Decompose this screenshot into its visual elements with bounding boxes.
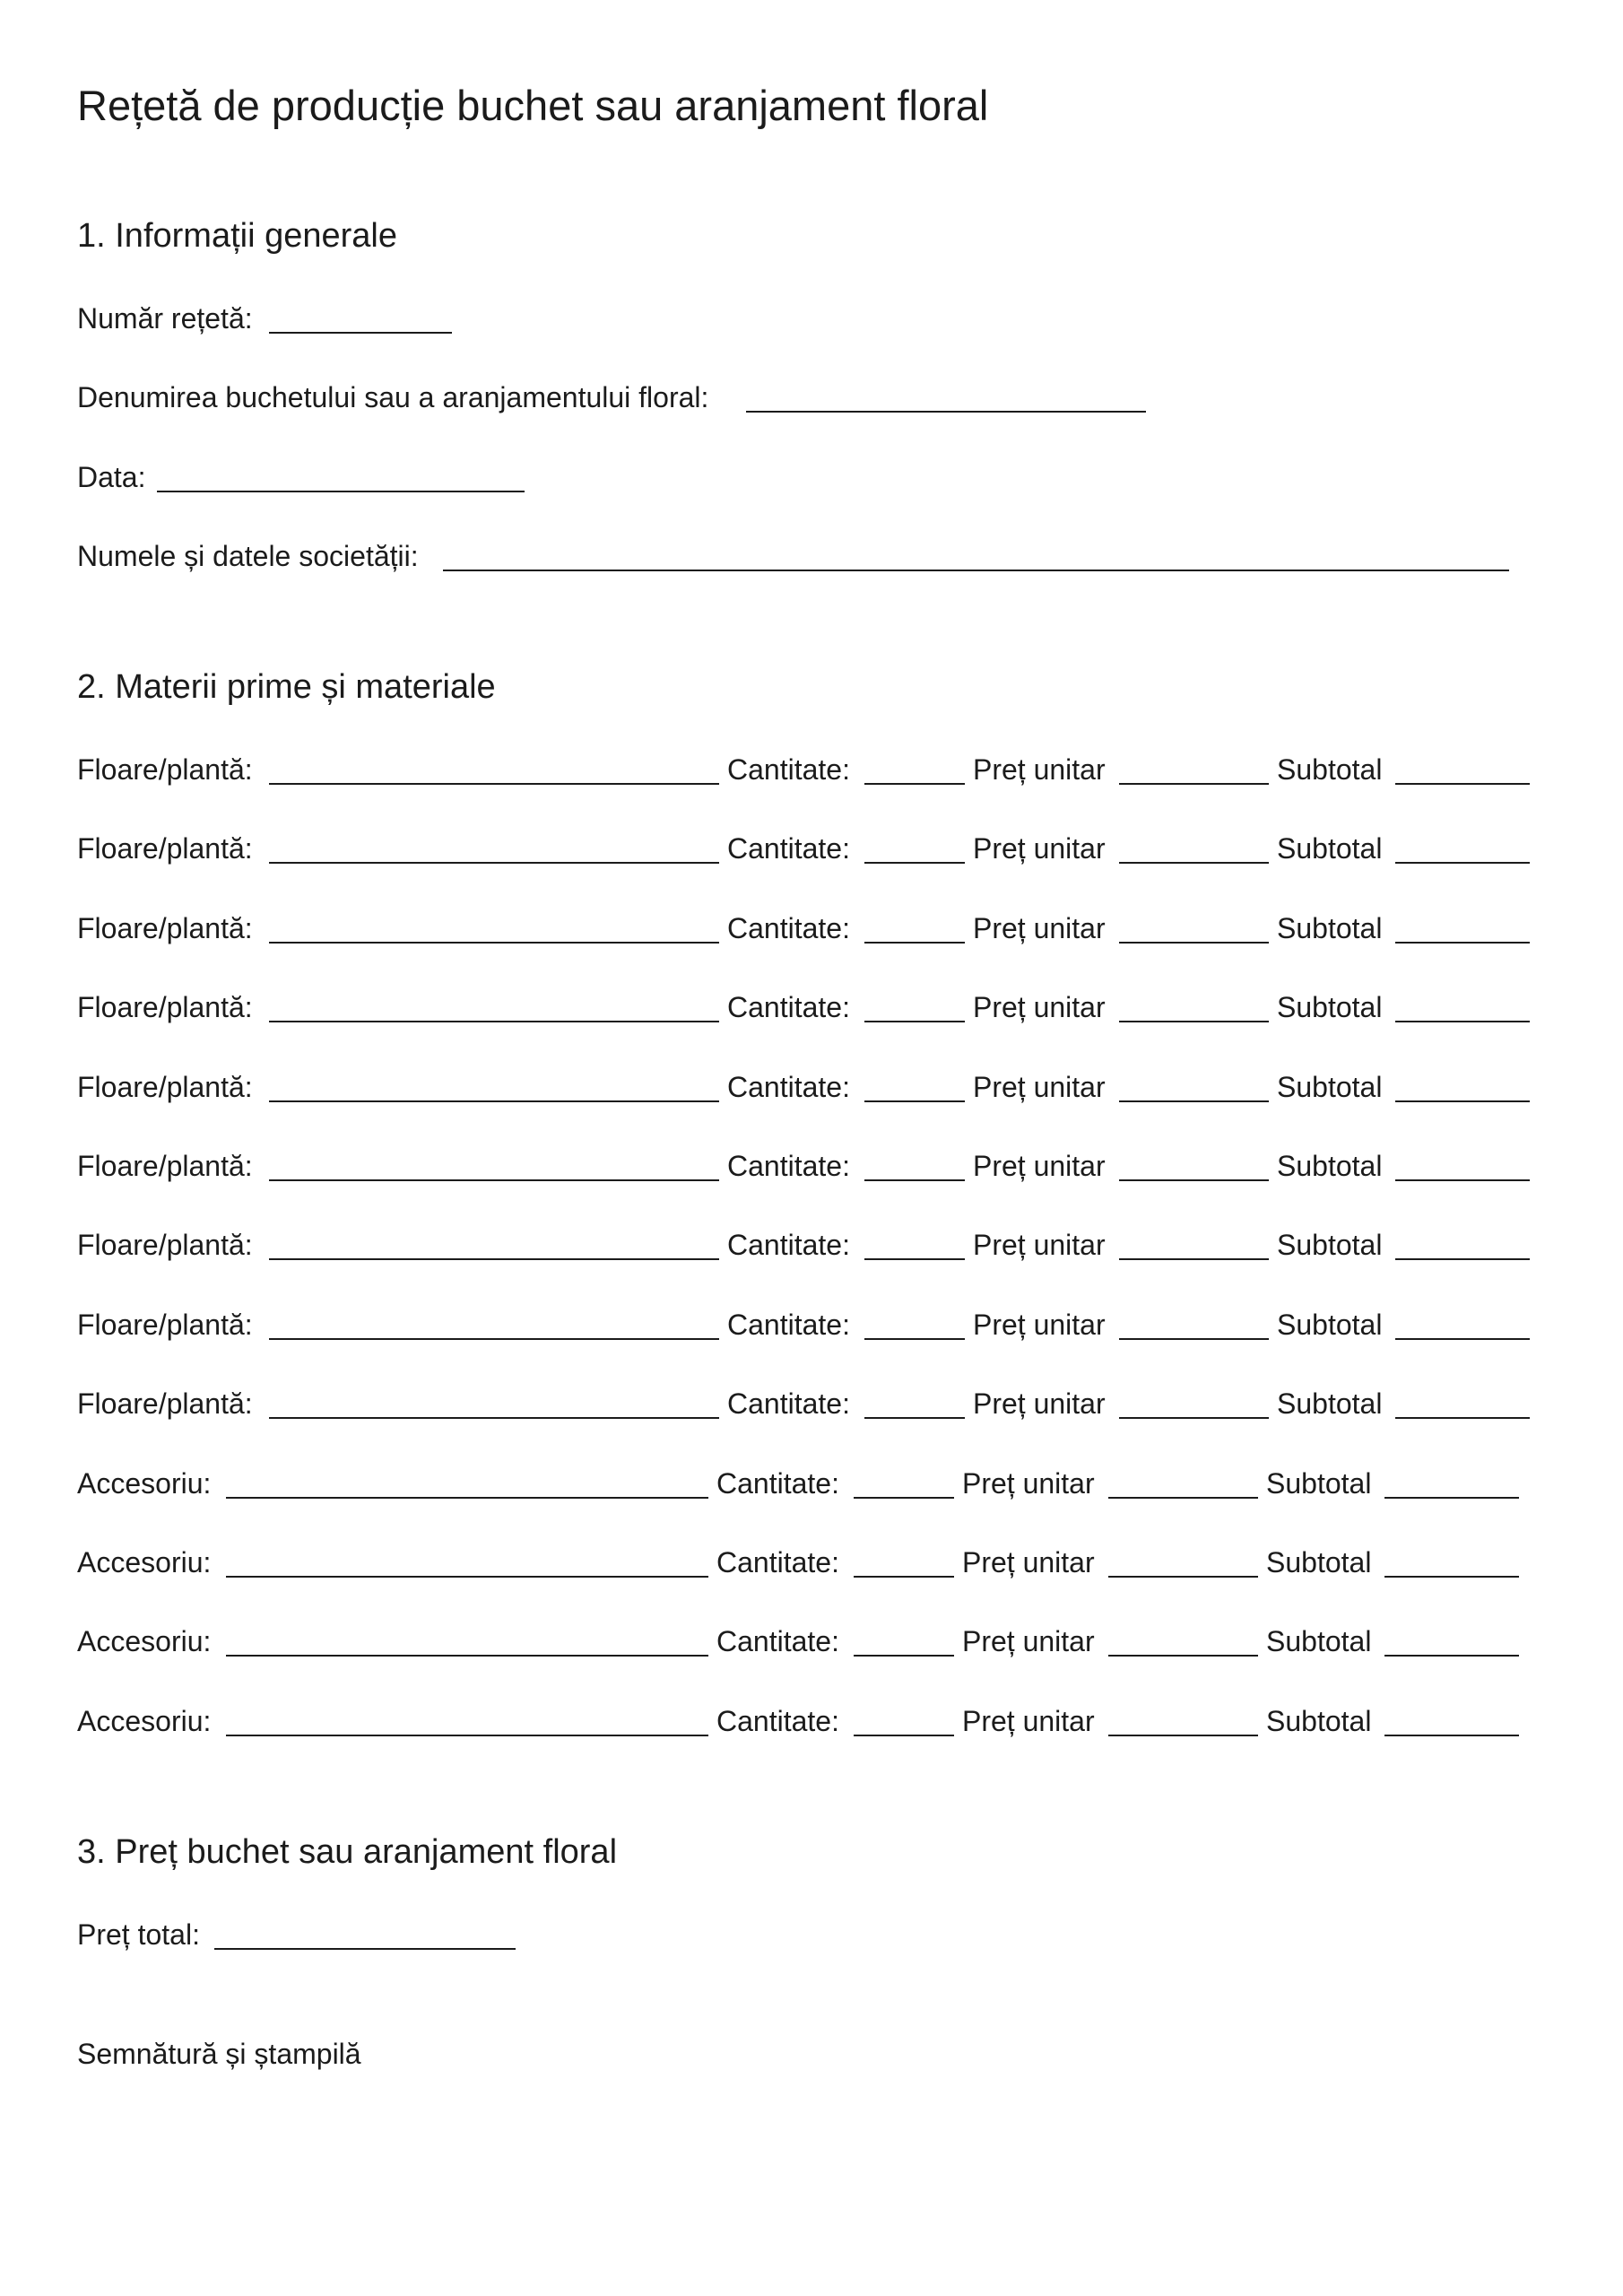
subtotal-label: Subtotal — [1277, 1387, 1383, 1420]
subtotal-label: Subtotal — [1266, 1705, 1372, 1737]
subtotal-input[interactable] — [1395, 1072, 1530, 1102]
quantity-input[interactable] — [864, 913, 965, 944]
subtotal-label: Subtotal — [1277, 1071, 1383, 1103]
flower-plant-label: Floare/plantă: — [77, 1071, 253, 1103]
flower-plant-input[interactable] — [269, 1388, 719, 1419]
flower-plant-input[interactable] — [269, 1151, 719, 1181]
quantity-label: Cantitate: — [727, 753, 850, 786]
subtotal-input[interactable] — [1395, 1230, 1530, 1260]
quantity-input[interactable] — [854, 1706, 954, 1736]
unit-price-input[interactable] — [1119, 1230, 1269, 1260]
quantity-input[interactable] — [864, 1151, 965, 1181]
quantity-label: Cantitate: — [727, 1071, 850, 1103]
subtotal-label: Subtotal — [1277, 1150, 1383, 1182]
quantity-label: Cantitate: — [716, 1467, 839, 1500]
accessory-input[interactable] — [226, 1468, 708, 1499]
quantity-label: Cantitate: — [727, 1309, 850, 1341]
unit-price-input[interactable] — [1119, 1388, 1269, 1419]
quantity-input[interactable] — [864, 1388, 965, 1419]
subtotal-input[interactable] — [1384, 1547, 1519, 1578]
recipe-number-input[interactable] — [269, 303, 452, 334]
unit-price-label: Preț unitar — [973, 1150, 1106, 1182]
flower-plant-input[interactable] — [269, 833, 719, 864]
flower-row — [0, 914, 1623, 950]
quantity-input[interactable] — [864, 1072, 965, 1102]
unit-price-label: Preț unitar — [973, 1229, 1106, 1261]
bouquet-name-label: Denumirea buchetului sau a aranjamentului floral: — [77, 381, 709, 413]
subtotal-input[interactable] — [1395, 992, 1530, 1022]
company-details-input[interactable] — [443, 541, 1509, 571]
unit-price-input[interactable] — [1108, 1547, 1258, 1578]
subtotal-label: Subtotal — [1277, 991, 1383, 1023]
unit-price-input[interactable] — [1119, 1309, 1269, 1340]
quantity-label: Cantitate: — [727, 1150, 850, 1182]
date-input[interactable] — [157, 462, 525, 492]
unit-price-label: Preț unitar — [962, 1705, 1095, 1737]
accessory-label: Accesoriu: — [77, 1467, 212, 1500]
total-price-input[interactable] — [214, 1919, 516, 1950]
total-price-label: Preț total: — [77, 1918, 200, 1951]
flower-plant-input[interactable] — [269, 1072, 719, 1102]
flower-plant-input[interactable] — [269, 754, 719, 785]
unit-price-label: Preț unitar — [962, 1546, 1095, 1578]
unit-price-label: Preț unitar — [973, 1309, 1106, 1341]
quantity-input[interactable] — [854, 1547, 954, 1578]
quantity-input[interactable] — [854, 1468, 954, 1499]
unit-price-input[interactable] — [1119, 1151, 1269, 1181]
subtotal-input[interactable] — [1395, 1388, 1530, 1419]
unit-price-label: Preț unitar — [962, 1467, 1095, 1500]
unit-price-input[interactable] — [1108, 1468, 1258, 1499]
quantity-input[interactable] — [864, 1230, 965, 1260]
unit-price-label: Preț unitar — [973, 1071, 1106, 1103]
accessory-label: Accesoriu: — [77, 1546, 212, 1578]
accessory-row — [0, 1627, 1623, 1663]
date-label: Data: — [77, 461, 146, 493]
flower-row — [0, 993, 1623, 1029]
subtotal-label: Subtotal — [1277, 832, 1383, 865]
flower-row — [0, 834, 1623, 870]
quantity-label: Cantitate: — [716, 1546, 839, 1578]
unit-price-input[interactable] — [1119, 833, 1269, 864]
subtotal-label: Subtotal — [1266, 1546, 1372, 1578]
accessory-row — [0, 1469, 1623, 1505]
subtotal-label: Subtotal — [1277, 1229, 1383, 1261]
quantity-label: Cantitate: — [727, 912, 850, 944]
flower-row — [0, 755, 1623, 791]
accessory-label: Accesoriu: — [77, 1625, 212, 1657]
quantity-input[interactable] — [864, 754, 965, 785]
section-pricing-heading: 3. Preț buchet sau aranjament floral — [77, 1833, 618, 1871]
flower-row — [0, 1073, 1623, 1109]
unit-price-input[interactable] — [1108, 1706, 1258, 1736]
flower-row — [0, 1310, 1623, 1346]
flower-plant-label: Floare/plantă: — [77, 991, 253, 1023]
quantity-label: Cantitate: — [727, 991, 850, 1023]
accessory-row — [0, 1707, 1623, 1743]
subtotal-input[interactable] — [1395, 1151, 1530, 1181]
subtotal-input[interactable] — [1395, 1309, 1530, 1340]
flower-row — [0, 1152, 1623, 1187]
flower-plant-label: Floare/plantă: — [77, 1387, 253, 1420]
accessory-input[interactable] — [226, 1547, 708, 1578]
subtotal-input[interactable] — [1395, 754, 1530, 785]
unit-price-label: Preț unitar — [973, 832, 1106, 865]
flower-plant-label: Floare/plantă: — [77, 753, 253, 786]
subtotal-label: Subtotal — [1266, 1625, 1372, 1657]
document-title: Rețetă de producție buchet sau aranjament floral — [77, 82, 989, 129]
subtotal-input[interactable] — [1384, 1626, 1519, 1657]
subtotal-input[interactable] — [1395, 913, 1530, 944]
flower-plant-label: Floare/plantă: — [77, 912, 253, 944]
unit-price-input[interactable] — [1119, 992, 1269, 1022]
subtotal-input[interactable] — [1395, 833, 1530, 864]
flower-plant-label: Floare/plantă: — [77, 1229, 253, 1261]
flower-row — [0, 1389, 1623, 1425]
signature-stamp-label: Semnătură și ștampilă — [77, 2038, 361, 2070]
flower-plant-label: Floare/plantă: — [77, 1150, 253, 1182]
quantity-label: Cantitate: — [727, 832, 850, 865]
quantity-input[interactable] — [864, 992, 965, 1022]
subtotal-label: Subtotal — [1277, 753, 1383, 786]
unit-price-input[interactable] — [1108, 1626, 1258, 1657]
unit-price-label: Preț unitar — [973, 753, 1106, 786]
subtotal-label: Subtotal — [1277, 1309, 1383, 1341]
quantity-label: Cantitate: — [716, 1625, 839, 1657]
accessory-input[interactable] — [226, 1626, 708, 1657]
quantity-label: Cantitate: — [727, 1387, 850, 1420]
subtotal-label: Subtotal — [1266, 1467, 1372, 1500]
flower-plant-input[interactable] — [269, 913, 719, 944]
flower-row — [0, 1231, 1623, 1266]
recipe-number-label: Număr rețetă: — [77, 302, 253, 335]
accessory-row — [0, 1548, 1623, 1584]
subtotal-input[interactable] — [1384, 1706, 1519, 1736]
accessory-input[interactable] — [226, 1706, 708, 1736]
quantity-input[interactable] — [864, 833, 965, 864]
quantity-label: Cantitate: — [716, 1705, 839, 1737]
unit-price-label: Preț unitar — [973, 1387, 1106, 1420]
accessory-label: Accesoriu: — [77, 1705, 212, 1737]
quantity-input[interactable] — [864, 1309, 965, 1340]
unit-price-input[interactable] — [1119, 913, 1269, 944]
section-general-info-heading: 1. Informații generale — [77, 217, 397, 255]
unit-price-label: Preț unitar — [962, 1625, 1095, 1657]
subtotal-input[interactable] — [1384, 1468, 1519, 1499]
quantity-input[interactable] — [854, 1626, 954, 1657]
bouquet-name-input[interactable] — [746, 382, 1146, 413]
flower-plant-input[interactable] — [269, 992, 719, 1022]
quantity-label: Cantitate: — [727, 1229, 850, 1261]
flower-plant-input[interactable] — [269, 1230, 719, 1260]
unit-price-input[interactable] — [1119, 1072, 1269, 1102]
unit-price-label: Preț unitar — [973, 991, 1106, 1023]
section-materials-heading: 2. Materii prime și materiale — [77, 668, 496, 706]
flower-plant-label: Floare/plantă: — [77, 832, 253, 865]
company-details-label: Numele și datele societății: — [77, 540, 419, 572]
subtotal-label: Subtotal — [1277, 912, 1383, 944]
unit-price-input[interactable] — [1119, 754, 1269, 785]
flower-plant-input[interactable] — [269, 1309, 719, 1340]
unit-price-label: Preț unitar — [973, 912, 1106, 944]
flower-plant-label: Floare/plantă: — [77, 1309, 253, 1341]
